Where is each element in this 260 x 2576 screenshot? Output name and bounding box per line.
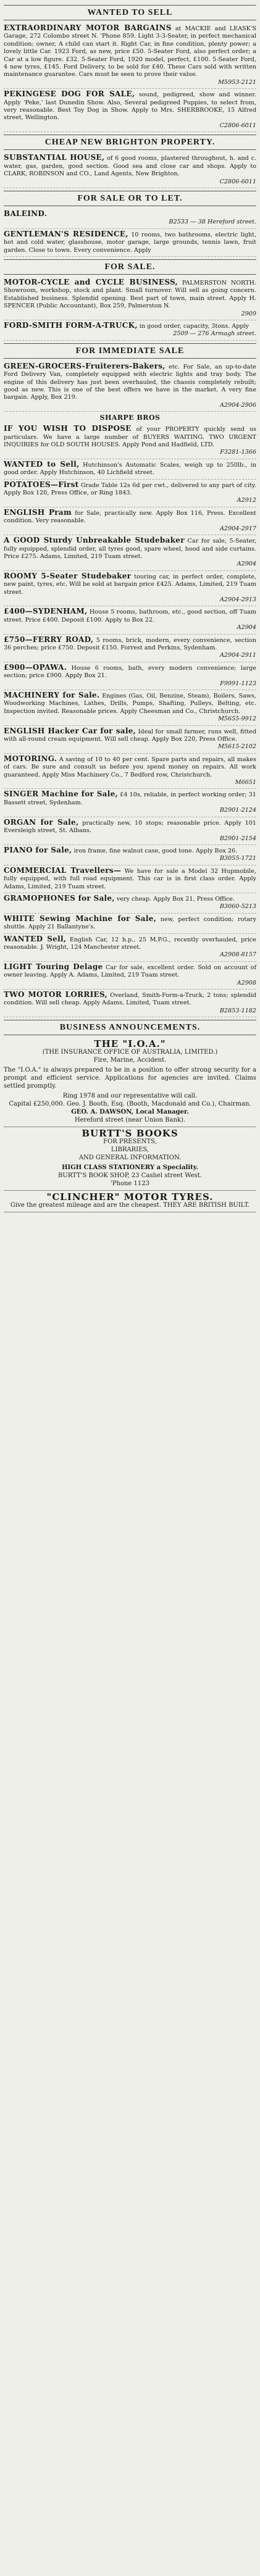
classified-ad: [4, 962, 256, 990]
ad-contact: A2908-8157: [219, 951, 256, 959]
classified-ad: [4, 535, 256, 571]
ad-body: Grade Table 12s 6d per cwt., delivered to any part of city. Apply Box 120, Press Office, or Ring 1843.: [4, 481, 256, 497]
burtts-line1: FOR PRESENTS,: [103, 1138, 157, 1146]
ioa-advertisement: [4, 1038, 256, 1127]
ad-lead: WANTED Sell,: [4, 934, 67, 943]
classified-ad: [4, 507, 256, 535]
ad-contact: A2904-2906: [219, 401, 256, 409]
ioa-phone: Ring 1978 and our representative will call.: [62, 1093, 198, 1100]
ad-lead: EXTRAORDINARY MOTOR BARGAINS: [4, 23, 172, 32]
ad-body: A saving of 10 to 40 per cent. Spare parts and repairs, all makes of cars. Be sure and consult us before you spend money on repairs. All work guaranteed. Apply Miss Machinery Co., 7 Bedford row, Christchurch.: [4, 756, 256, 778]
ad-lead: £400—SYDENHAM,: [4, 607, 88, 616]
ad-lead: IF YOU WISH TO DISPOSE: [4, 424, 132, 433]
section-heading-business: BUSINESS ANNOUNCEMENTS.: [4, 1020, 256, 1035]
classified-ad: [4, 480, 256, 507]
ad-contact: B3060-5213: [219, 903, 256, 911]
ad-contact: B3055-1721: [219, 855, 256, 862]
ad-body: for Sale, practically new. Apply Box 116, Press. Excellent condition. Very reasonable.: [4, 509, 256, 525]
ad-body: etc. For Sale, an up-to-date Ford Delivery Van, completely equipped with electric lights and tray body. The engine of this delivery has just been overhauled, the chassis completely rebuilt; good as new. This is one of the best offers we have in the market. A very fine bargain. Apply, Box 219.: [4, 363, 256, 401]
ad-body: £4 10s, reliable, in perfect working order; 31 Bassett street, Sydenham.: [4, 791, 256, 806]
ad-lead: PIANO for Sale,: [4, 845, 72, 854]
ad-lead: GENTLEMAN'S RESIDENCE,: [4, 229, 128, 238]
ad-contact: A2904-2917: [219, 525, 256, 532]
ad-lead: WANTED to Sell,: [4, 459, 80, 469]
ad-lead: GRAMOPHONES for Sale,: [4, 893, 115, 902]
ad-contact: B2853-1182: [219, 1007, 256, 1014]
clincher-title: "CLINCHER" MOTOR TYRES.: [46, 1191, 214, 1203]
classified-ad: [4, 934, 256, 962]
ad-body: 10 rooms, two bathrooms, electric light, hot and cold water, glasshouse, motor garage, large grounds, tennis lawn, fruit garden. Close to town. Every convenience. Apply: [4, 231, 256, 254]
ad-body: sound, pedigreed, show and winner. Apply 'Peke,' last Dunedin Show. Also, Several pedigreed Puppies, to select from, very reasonable. Best Toy Dog in Show. Apply to Mrs. SHERBROOKE, 15 Alfred street, Wellington.: [4, 91, 256, 122]
classified-ad: [4, 606, 256, 634]
classified-ad: [4, 277, 256, 320]
ad-lead: POTATOES—First: [4, 480, 79, 489]
classified-ad: [4, 89, 256, 132]
classified-ad: [4, 914, 256, 934]
section-heading-for-sale-or-let: FOR SALE OR TO LET.: [4, 191, 256, 206]
ad-lead: ENGLISH Hacker Car for sale,: [4, 726, 136, 735]
classified-ad: [4, 635, 256, 662]
ad-contact: M5953-2121: [218, 78, 256, 86]
section-heading-sharpe-bros: SHARPE BROS: [99, 414, 161, 422]
classified-ad: [4, 361, 256, 412]
classified-ad: [4, 459, 256, 480]
ad-body: at MACKIE and LEASK'S Garage, 272 Colombo street N. 'Phone 859. Light 3-3-Seater, in perfect mechanical condition; owner, A child can start it. Right Car, in fine condition, plenty power; a lovely little Car. 1923 Ford, as new, price £50. 5-Seater Ford, also perfect order; a Car at a low figure. £32. 5-Seater Ford, 1920 model, perfect, £100. 5-Seater Ford, 4 new tyres, £145. Ford Delivery, to be sold for £40. These Cars sold with written maintenance guarantee. Cars must be seen to prove their value.: [4, 25, 256, 78]
classified-ad: [4, 893, 256, 914]
section-heading-wanted: WANTED TO SELL: [4, 5, 256, 20]
classified-ad: [4, 865, 256, 893]
ad-contact: B2901-2124: [219, 807, 256, 814]
classified-ad: [4, 209, 256, 229]
classified-ad: [4, 320, 256, 341]
ad-lead: BALEIND.: [4, 209, 48, 218]
ad-body: House 5 rooms, bathroom, etc., good section, off Tuam street. Price £400. Deposit £100. Apply to Box 22.: [4, 609, 256, 623]
ad-contact: A2904: [237, 624, 256, 631]
classified-ad: [4, 789, 256, 817]
ads-list-top: [4, 23, 256, 1035]
classified-ad: [4, 754, 256, 790]
ad-contact: A2912: [237, 497, 256, 504]
classified-ad: [4, 152, 256, 188]
ad-contact: M5615-2102: [218, 743, 256, 751]
ad-lead: GREEN-GROCERS-Fruiterers-Bakers,: [4, 361, 166, 370]
ad-contact: C2806-6011: [219, 122, 256, 129]
classified-ad: [4, 662, 256, 690]
ad-body: new, perfect condition; rotary shuttle. Apply 21 Ballantyne's.: [4, 915, 256, 931]
ad-contact: F9991-1123: [220, 680, 256, 687]
ad-body: Hutchinson's Automatic Scales, weigh up to 250lb., in good order. Apply Hutchinson, 40 Lichfield street.: [4, 461, 256, 477]
ad-lead: ROOMY 5-Seater Studebaker: [4, 571, 132, 580]
ad-body: very cheap. Apply Box 21, Press Office.: [116, 895, 235, 902]
ad-lead: SINGER Machine for Sale,: [4, 790, 119, 799]
burtts-title: BURTT'S BOOKS: [82, 1128, 178, 1140]
burtts-stationery: HIGH CLASS STATIONERY a Speciality.: [62, 1164, 198, 1172]
ioa-manager: GEO. A. DAWSON, Local Manager.: [71, 1109, 189, 1116]
ad-contact: A2904: [237, 561, 256, 568]
classified-ad: [4, 229, 256, 257]
ad-lead: WHITE Sewing Machine for Sale,: [4, 914, 157, 923]
ad-lead: TWO MOTOR LORRIES,: [4, 990, 108, 999]
ad-lead: £900—OPAWA.: [4, 662, 67, 672]
classified-ad: [4, 990, 256, 1017]
classified-ad: [4, 845, 256, 865]
ad-body: House 6 rooms, bath, every modern convenience; large section; price £900. Apply Box 21.: [4, 664, 256, 680]
ad-lead: LIGHT Touring Delage: [4, 962, 103, 971]
ad-lead: £750—FERRY ROAD,: [4, 635, 94, 644]
section-heading-for-sale: FOR SALE.: [4, 259, 256, 275]
ad-body: Overland, Smith-Form-a-Truck, 2 tons; splendid condition. Will sell cheap. Apply Adams, Limited, Tuam street.: [4, 992, 256, 1007]
ad-lead: COMMERCIAL Travellers—: [4, 865, 122, 875]
ad-lead: FORD-SMITH FORM-A-TRUCK,: [4, 320, 138, 330]
ad-lead: MOTORING.: [4, 754, 57, 763]
ad-contact: A2904-2911: [219, 652, 256, 659]
burtts-phone: 'Phone 1123: [111, 1180, 149, 1188]
clincher-advertisement: [4, 1191, 256, 1212]
ad-contact: C2806-6011: [219, 178, 256, 185]
ad-body: touring car, in perfect order, complete, new paint, tyres, etc. Will be sold at bargain price £425. Adams, Limited, 219 Tuam street.: [4, 573, 256, 596]
ad-body: 5 rooms, brick, modern, every convenience, section 36 perches; price £750. Deposit £150. Forrest and Perkins, Sydenham.: [4, 636, 256, 651]
burtts-line2: LIBRARIES,: [111, 1146, 149, 1154]
ioa-capital: Capital £250,000. Geo. J. Booth, Esq. (Booth, Macdonald and Co.), Chairman.: [9, 1101, 251, 1108]
classified-ad: [4, 690, 256, 726]
section-heading-cheap-brighton: CHEAP NEW BRIGHTON PROPERTY.: [4, 135, 256, 150]
ad-body: Engines (Gas, Oil, Benzine, Steam), Boilers, Saws, Woodworking Machines, Lathes, Drills, Pumps, Shafting, Pulleys, Belting, etc. Inspection invited. Reasonable prices. Apply Cheesman and Co., Christchurch.: [4, 693, 256, 715]
ad-lead: PEKINGESE DOG FOR SALE,: [4, 90, 135, 99]
ad-contact: 2509 — 276 Armagh street.: [173, 330, 256, 338]
ad-lead: A GOOD Sturdy Unbreakable Studebaker: [4, 536, 185, 545]
ad-lead: MACHINERY for Sale.: [4, 691, 100, 699]
ad-contact: B2533 — 38 Hereford street.: [169, 219, 256, 226]
burtts-advertisement: [4, 1127, 256, 1191]
ad-contact: F3281-1366: [220, 449, 256, 456]
classified-ad: [4, 817, 256, 845]
ad-body: iron frame, fine walnut case, good tone. Apply Box 26.: [73, 847, 238, 854]
ad-body: Car for sale, excellent order. Sold on account of owner leaving. Apply A. Adams, Limited, 219 Tuam street.: [4, 964, 256, 979]
ad-body: Ideal for small farmer, runs well, fitted with all-round cream equipment. Will sell cheap. Apply Box 220, Press Office.: [4, 728, 256, 743]
ad-body: in good order, capacity, 3tons. Apply: [139, 322, 249, 330]
burtts-shop: BURTT'S BOOK SHOP, 23 Cashel street West.: [58, 1172, 202, 1180]
ad-body: of your PROPERTY quickly send us particulars. We have a large number of BUYERS WAITING. TWO URGENT INQUIRIES for OLD SOUTH HOUSES. Apply Pond and Hadfield, LTD.: [4, 426, 256, 449]
ad-contact: M6651: [235, 779, 256, 786]
classified-ad: [4, 571, 256, 607]
section-heading-immediate-sale: FOR IMMEDIATE SALE: [4, 343, 256, 359]
ioa-subtitle: (THE INSURANCE OFFICE OF AUSTRALIA, LIMITED.): [42, 1049, 218, 1056]
ad-body: We have for sale a Model 32 Hupmobile, fully equipped, with full road equipment. This car is in first class order. Apply Adams, Limited, 219 Tuam street.: [4, 867, 256, 890]
ad-body: Car for sale, 5-Seater, fully equipped, splendid order, all tyres good, spare wheel, hood and side curtains. Price £275. Adams, Limited, 219 Tuam street.: [4, 538, 256, 560]
classified-ad: [4, 23, 256, 89]
ad-lead: SUBSTANTIAL HOUSE,: [4, 153, 105, 162]
ioa-tagline: Fire, Marine, Accident.: [93, 1057, 167, 1064]
ioa-address: Hereford street (near Union Bank).: [74, 1117, 186, 1124]
ioa-body: The "I.O.A." is always prepared to be in a position to offer strong security for a prompt and efficient service. Applications for agencies are invited. Claims settled promptly.: [4, 1067, 256, 1090]
ad-body: of 6 good rooms, plastered throughout, h. and c. water, gas, garden, good section. Good sea and close car and shops. Apply to CLARK, ROBINSON and CO., Land Agents, New Brighton.: [4, 155, 257, 178]
ad-contact: A2904-2913: [219, 596, 256, 603]
ad-lead: ENGLISH Pram: [4, 507, 72, 517]
ad-contact: A2908: [237, 979, 256, 986]
ad-contact: 2909: [241, 310, 256, 317]
ad-body: English Car, 12 h.p., 25 M.P.G., recently overhauled, price reasonable. J. Wright, 124 Manchester street.: [4, 936, 256, 951]
ad-contact: B2901-2154: [219, 835, 256, 842]
ad-body: practically new, 10 stops; reasonable price. Apply 101 Eversleigh street, St. Albans.: [4, 819, 256, 835]
ad-lead: MOTOR-CYCLE and CYCLE BUSINESS,: [4, 277, 178, 286]
ad-lead: ORGAN for Sale,: [4, 817, 79, 827]
burtts-line3: AND GENERAL INFORMATION.: [78, 1154, 182, 1162]
classified-ad: [4, 423, 256, 459]
ioa-title: THE "I.O.A.": [94, 1038, 166, 1050]
clincher-body: Give the greatest mileage and are the cheapest. THEY ARE BRITISH BUILT.: [10, 1202, 250, 1209]
classified-ad: [4, 726, 256, 754]
ad-contact: M5655-9912: [218, 715, 256, 723]
ad-body: PALMERSTON NORTH. Showroom, workshop, stock and plant. Small turnover. Will sell as going concern. Established business. Splendid opening. Best part of town, main street. Apply H. SPENCER (Public Accountant), Box 259, Palmerston N.: [4, 279, 256, 310]
